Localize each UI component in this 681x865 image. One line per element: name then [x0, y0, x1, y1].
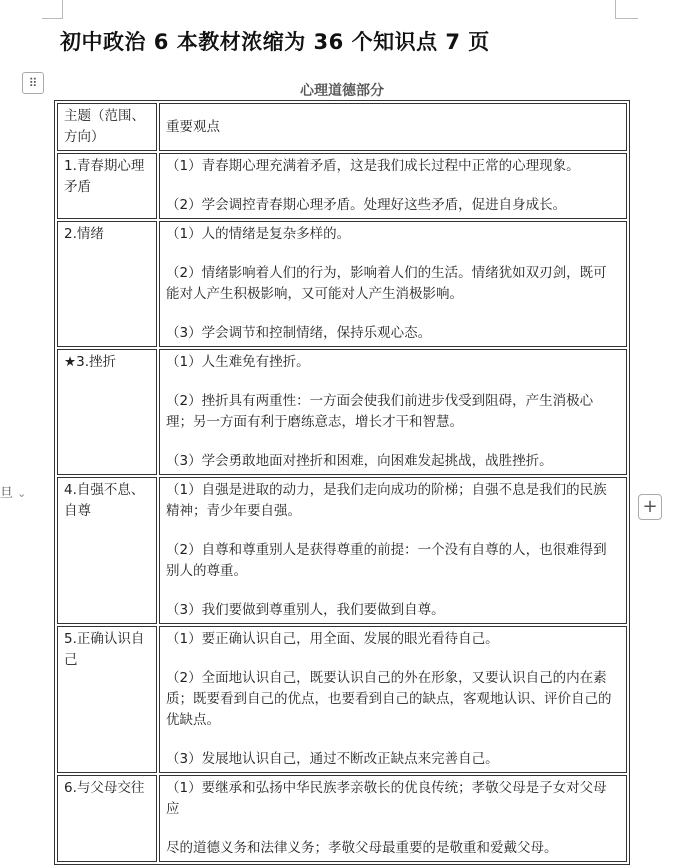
left-margin-dropdown[interactable]	[0, 482, 26, 501]
point-text: （1）人的情绪是复杂多样的。	[166, 226, 351, 242]
table-row	[57, 626, 627, 773]
point-text: （2）挫折具有两重性：一方面会使我们前进步伐受到阻碍，产生消极心理；另一方面有利于磨练意志，增长才干和智慧。	[166, 393, 594, 430]
row-topic: ★3.挫折	[57, 349, 157, 475]
row-topic: 4.自强不息、自尊	[57, 477, 157, 624]
point-text: （2）全面地认识自己，既要认识自己的外在形象，又要认识自己的内在素质；既要看到自己的优点，也要看到自己的缺点，客观地认识、评价自己的优缺点。	[166, 670, 612, 728]
point-text: 尽的道德义务和法律义务；孝敬父母最重要的是敬重和爱戴父母。	[166, 840, 558, 856]
knowledge-table	[54, 100, 630, 865]
point-text: （3）学会勇敢地面对挫折和困难，向困难发起挑战，战胜挫折。	[166, 453, 553, 469]
table-move-handle-icon[interactable]: ⠿	[22, 72, 44, 94]
row-points	[159, 153, 627, 219]
row-points	[159, 477, 627, 624]
table-row	[57, 349, 627, 475]
page-corner-mark-left	[42, 0, 63, 19]
row-points	[159, 626, 627, 773]
point-text: （1）自强是进取的动力，是我们走向成功的阶梯；自强不息是我们的民族精神；青少年要自强。	[166, 482, 607, 519]
document-title: 初中政治 6 本教材浓缩为 36 个知识点 7 页	[60, 30, 490, 54]
table-row	[57, 221, 627, 347]
point-text: （3）我们要做到尊重别人，我们要做到自尊。	[166, 602, 445, 618]
row-points	[159, 221, 627, 347]
row-points	[159, 775, 627, 862]
table-row	[57, 153, 627, 219]
point-text: （2）自尊和尊重别人是获得尊重的前提：一个没有自尊的人，也很难得到别人的尊重。	[166, 542, 607, 579]
header-points: 重要观点	[159, 103, 627, 151]
table-header-row	[57, 103, 627, 151]
add-row-button[interactable]: +	[638, 494, 662, 520]
point-text: （1）青春期心理充满着矛盾，这是我们成长过程中正常的心理现象。	[166, 158, 580, 174]
page-corner-mark-right	[615, 0, 638, 19]
table-row	[57, 775, 627, 862]
chevron-down-icon: ⌄	[17, 487, 27, 500]
point-text: （2）情绪影响着人们的行为，影响着人们的生活。情绪犹如双刃剑，既可能对人产生积极影响，又可能对人产生消极影响。	[166, 265, 607, 302]
row-topic: 6.与父母交往	[57, 775, 157, 862]
point-text: （1）人生难免有挫折。	[166, 354, 310, 370]
section-title: 心理道德部分	[300, 83, 384, 99]
row-topic: 5.正确认识自己	[57, 626, 157, 773]
row-topic: 1.青春期心理矛盾	[57, 153, 157, 219]
table-row	[57, 477, 627, 624]
point-text: （3）发展地认识自己，通过不断改正缺点来完善自己。	[166, 751, 499, 767]
point-text: （1）要继承和弘扬中华民族孝亲敬长的优良传统；孝敬父母是子女对父母应	[166, 780, 607, 817]
header-topic: 主题（范围、方向）	[57, 103, 157, 151]
point-text: （3）学会调节和控制情绪，保持乐观心态。	[166, 325, 432, 341]
point-text: （1）要正确认识自己，用全面、发展的眼光看待自己。	[166, 631, 499, 647]
row-points	[159, 349, 627, 475]
point-text: （2）学会调控青春期心理矛盾。处理好这些矛盾，促进自身成长。	[166, 197, 567, 213]
left-margin-dropdown-label: 旦	[0, 486, 14, 501]
row-topic: 2.情绪	[57, 221, 157, 347]
